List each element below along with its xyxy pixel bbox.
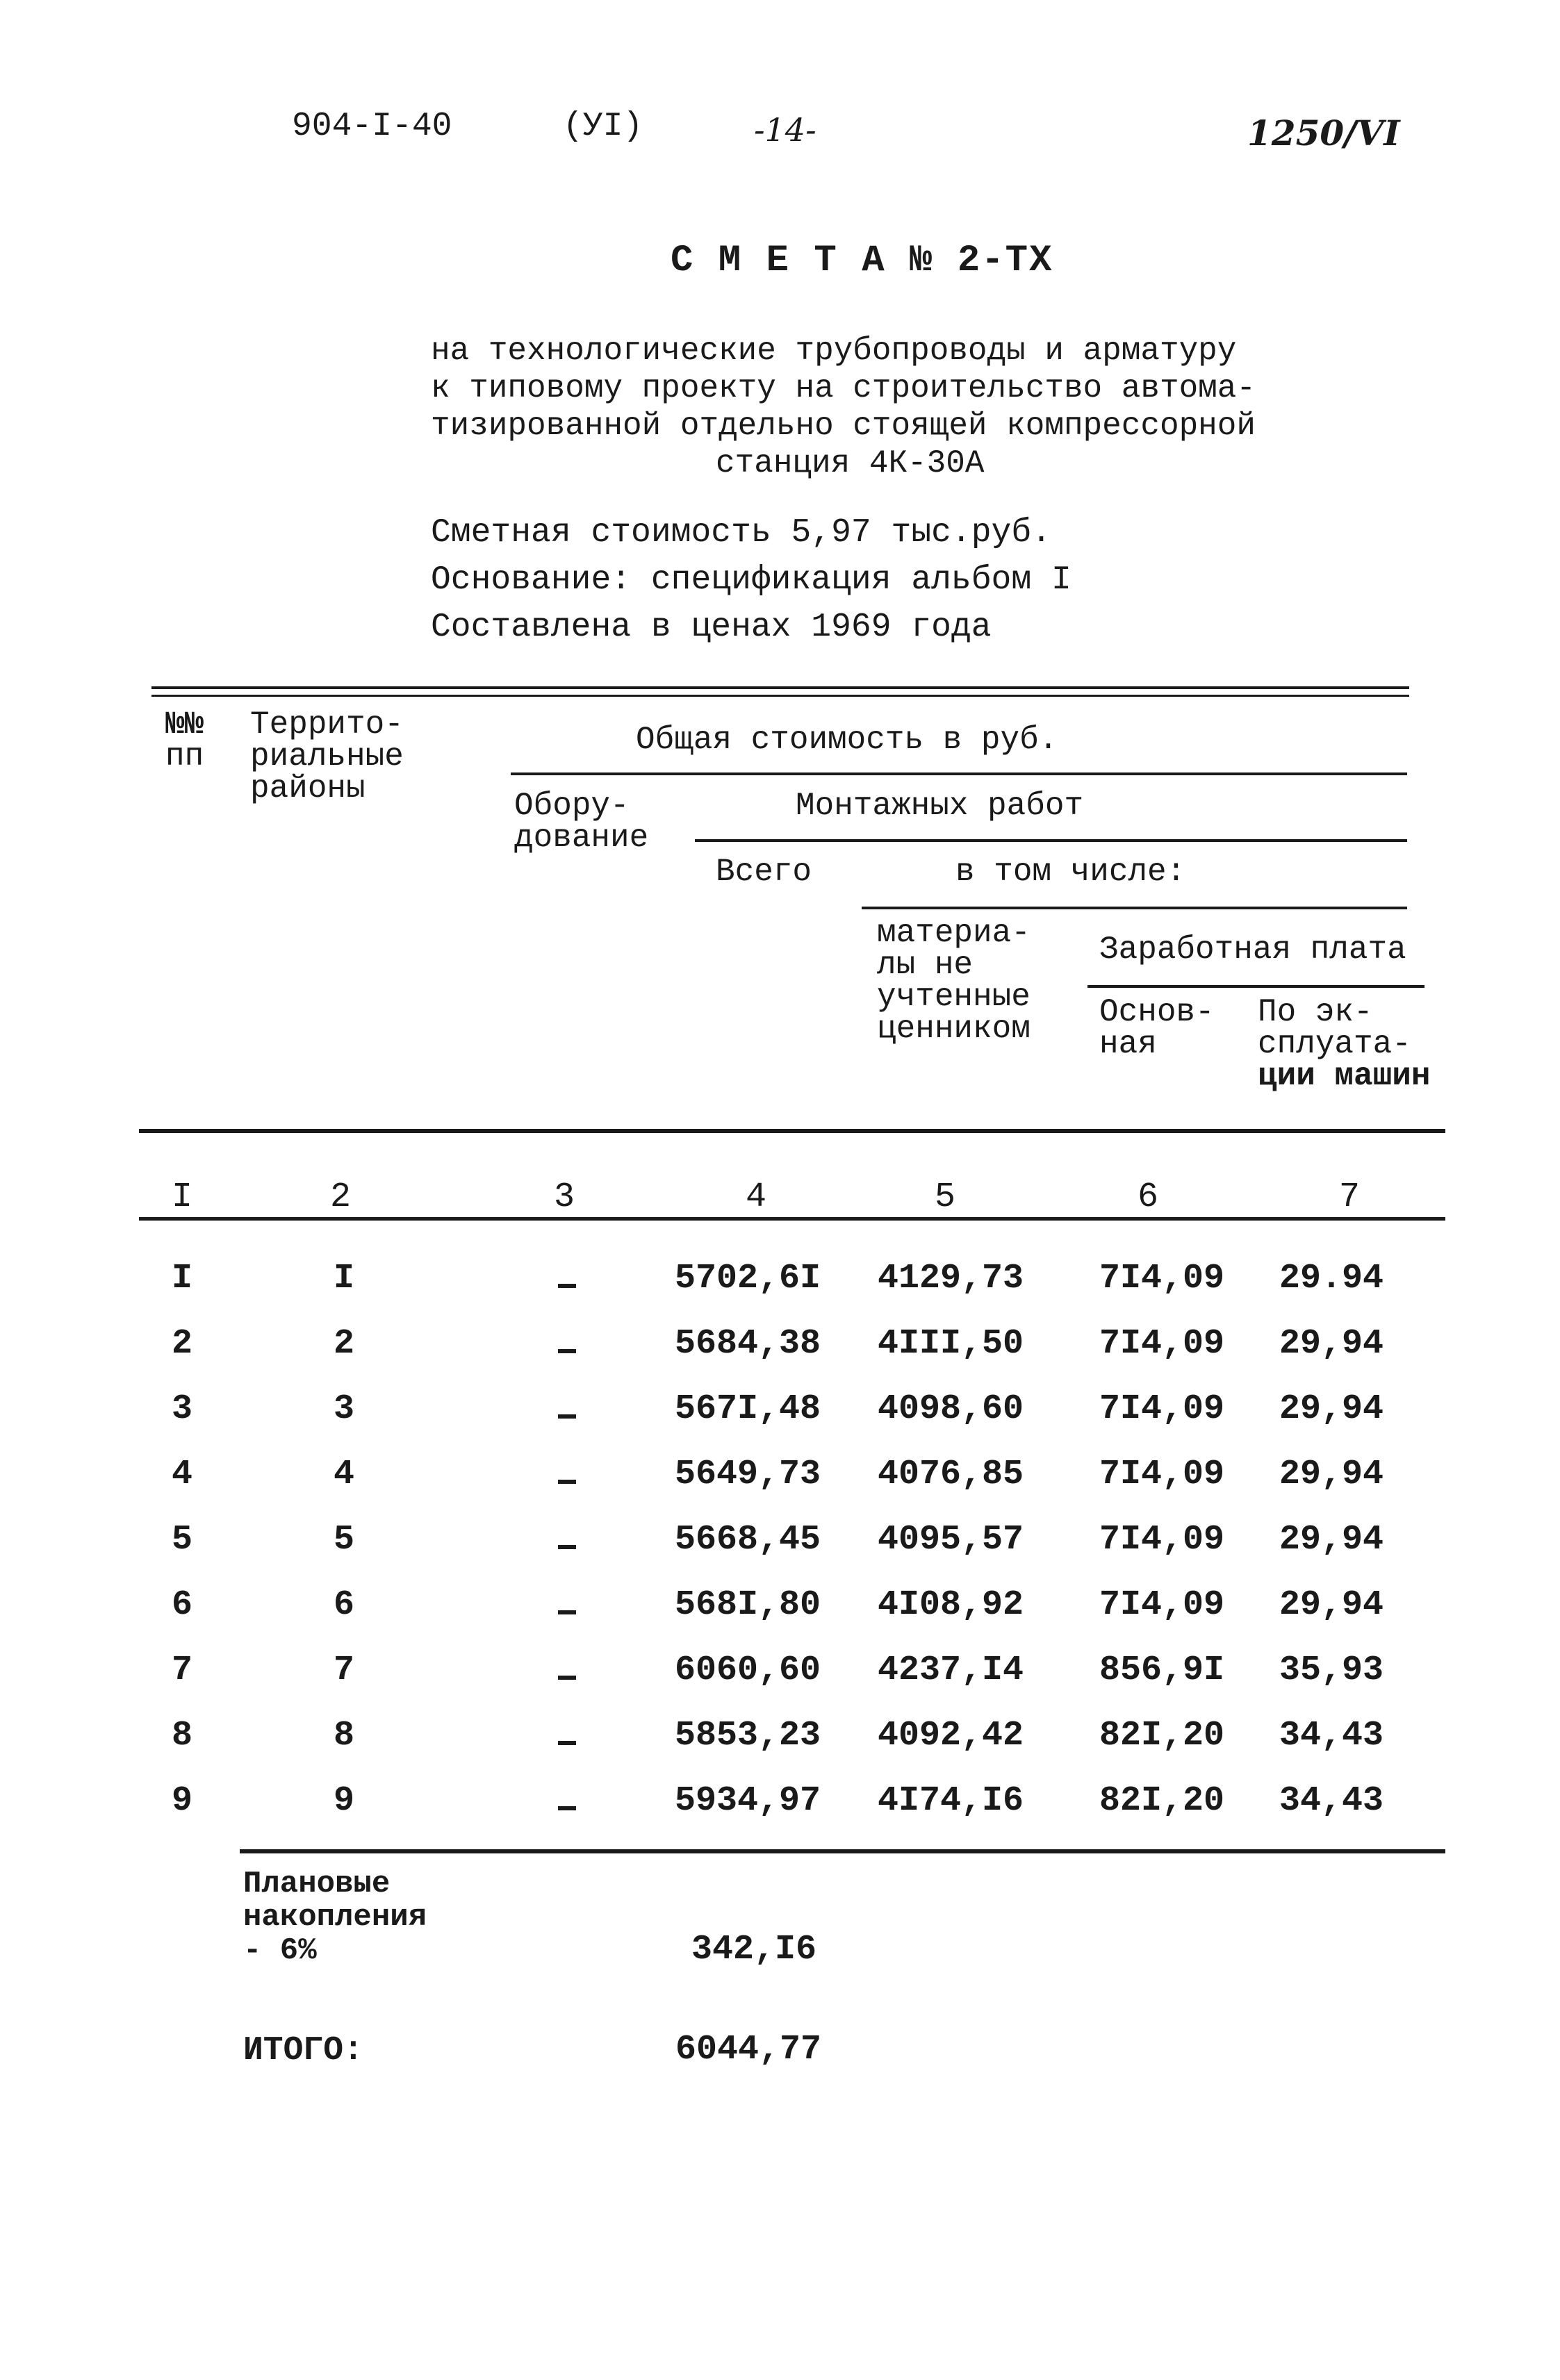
cell-num: 9: [171, 1781, 193, 1821]
cell-machine-wage: 29.94: [1279, 1259, 1384, 1298]
cell-region: 5: [333, 1520, 355, 1560]
cell-basic-wage: 7I4,09: [1099, 1324, 1225, 1364]
hdr-machines-2: сплуата-: [1258, 1026, 1411, 1062]
hdr-materials-3: учтенные: [877, 979, 1031, 1015]
subtitle-line-3: тизированной отдельно стоящей компрессорной: [431, 408, 1256, 444]
cell-equipment-dash: [558, 1806, 576, 1810]
hdr-total-cost: Общая стоимость в руб.: [636, 722, 1058, 758]
cell-total: 6060,60: [674, 1651, 821, 1690]
savings-value: 342,I6: [691, 1930, 817, 1969]
total-value: 6044,77: [675, 2030, 822, 2069]
hdr-rule-total: [511, 772, 1407, 775]
savings-label-2: накопления: [243, 1900, 427, 1935]
colnum-bottom-rule: [139, 1217, 1445, 1221]
total-label: ИТОГО:: [243, 2032, 363, 2069]
cell-equipment-dash: [558, 1284, 576, 1288]
hdr-materials-2: лы не: [877, 947, 974, 983]
subtitle-line-2: к типовому проекту на строительство автома-: [431, 370, 1256, 406]
cell-basic-wage: 82I,20: [1099, 1781, 1225, 1821]
cell-basic-wage: 7I4,09: [1099, 1520, 1225, 1560]
cell-materials: 4095,57: [877, 1520, 1024, 1560]
cell-num: 5: [171, 1520, 193, 1560]
hdr-num-2: пп: [165, 738, 204, 775]
cell-materials: 4237,I4: [877, 1651, 1024, 1690]
table-bottom-rule: [240, 1849, 1445, 1853]
document-title: С М Е Т А № 2-ТХ: [671, 240, 1053, 282]
cell-materials: 4076,85: [877, 1455, 1024, 1494]
colnum-2: 2: [329, 1177, 352, 1217]
basis-line: Основание: спецификация альбом I: [431, 561, 1072, 599]
sheet-reference: 1250/VI: [1247, 113, 1400, 154]
cell-region: 8: [333, 1716, 355, 1755]
album-code: (УI): [563, 108, 643, 145]
cell-materials: 4092,42: [877, 1716, 1024, 1755]
hdr-rule-installation: [695, 839, 1407, 842]
hdr-num-1: №№: [165, 706, 204, 743]
cell-num: I: [171, 1259, 193, 1298]
hdr-all: Всего: [716, 854, 812, 890]
hdr-basic-1: Основ-: [1099, 994, 1215, 1030]
cell-total: 5934,97: [674, 1781, 821, 1821]
cell-num: 7: [171, 1651, 193, 1690]
hdr-equipment-1: Обору-: [514, 788, 630, 824]
doc-code: 904-I-40: [292, 108, 452, 145]
compiled-line: Составлена в ценах 1969 года: [431, 609, 992, 646]
subtitle-line-1: на технологические трубопроводы и арматуру: [431, 333, 1237, 369]
cell-equipment-dash: [558, 1414, 576, 1419]
cell-basic-wage: 7I4,09: [1099, 1389, 1225, 1429]
hdr-basic-2: ная: [1099, 1026, 1157, 1062]
cell-basic-wage: 856,9I: [1099, 1651, 1225, 1690]
estimated-cost: Сметная стоимость 5,97 тыс.руб.: [431, 514, 1051, 552]
cell-materials: 4III,50: [877, 1324, 1024, 1364]
cell-machine-wage: 34,43: [1279, 1716, 1384, 1755]
hdr-materials-1: материа-: [877, 915, 1031, 951]
cell-region: 6: [333, 1585, 355, 1625]
cell-equipment-dash: [558, 1676, 576, 1680]
cell-machine-wage: 34,43: [1279, 1781, 1384, 1821]
cell-materials: 4129,73: [877, 1259, 1024, 1298]
cell-machine-wage: 35,93: [1279, 1651, 1384, 1690]
cell-num: 8: [171, 1716, 193, 1755]
cell-region: 7: [333, 1651, 355, 1690]
cell-machine-wage: 29,94: [1279, 1585, 1384, 1625]
cell-total: 567I,48: [674, 1389, 821, 1429]
table-top-rule-2: [151, 695, 1409, 697]
cell-machine-wage: 29,94: [1279, 1324, 1384, 1364]
hdr-installation: Монтажных работ: [796, 788, 1084, 824]
cell-total: 568I,80: [674, 1585, 821, 1625]
cell-total: 5668,45: [674, 1520, 821, 1560]
page-number: -14-: [754, 111, 816, 149]
cell-region: 9: [333, 1781, 355, 1821]
cell-total: 5702,6I: [674, 1259, 821, 1298]
cell-region: I: [333, 1259, 355, 1298]
cell-equipment-dash: [558, 1610, 576, 1614]
cell-num: 6: [171, 1585, 193, 1625]
colnum-5: 5: [934, 1177, 956, 1217]
cell-total: 5649,73: [674, 1455, 821, 1494]
cell-region: 3: [333, 1389, 355, 1429]
cell-num: 3: [171, 1389, 193, 1429]
cell-region: 2: [333, 1324, 355, 1364]
cell-materials: 4098,60: [877, 1389, 1024, 1429]
hdr-regions-1: Террито-: [250, 706, 404, 743]
cell-equipment-dash: [558, 1480, 576, 1484]
colnum-4: 4: [745, 1177, 767, 1217]
cell-total: 5684,38: [674, 1324, 821, 1364]
header-bottom-rule: [139, 1129, 1445, 1133]
cell-equipment-dash: [558, 1545, 576, 1549]
cell-num: 4: [171, 1455, 193, 1494]
cell-machine-wage: 29,94: [1279, 1520, 1384, 1560]
cell-machine-wage: 29,94: [1279, 1389, 1384, 1429]
cell-num: 2: [171, 1324, 193, 1364]
hdr-machines-3: ции машин: [1258, 1058, 1431, 1094]
colnum-1: I: [171, 1177, 193, 1217]
cell-equipment-dash: [558, 1741, 576, 1745]
savings-label-3: - 6%: [243, 1933, 317, 1968]
cell-materials: 4I74,I6: [877, 1781, 1024, 1821]
hdr-machines-1: По эк-: [1258, 994, 1373, 1030]
hdr-regions-2: риальные: [250, 738, 404, 775]
cell-region: 4: [333, 1455, 355, 1494]
hdr-wages: Заработная плата: [1099, 932, 1406, 968]
cell-machine-wage: 29,94: [1279, 1455, 1384, 1494]
colnum-7: 7: [1338, 1177, 1361, 1217]
cell-basic-wage: 7I4,09: [1099, 1259, 1225, 1298]
hdr-including: в том числе:: [955, 854, 1186, 890]
hdr-rule-including: [862, 907, 1407, 909]
cell-basic-wage: 82I,20: [1099, 1716, 1225, 1755]
cell-equipment-dash: [558, 1349, 576, 1353]
cell-basic-wage: 7I4,09: [1099, 1455, 1225, 1494]
savings-label-1: Плановые: [243, 1867, 391, 1901]
colnum-3: 3: [553, 1177, 575, 1217]
hdr-equipment-2: дование: [514, 820, 649, 856]
hdr-materials-4: ценником: [877, 1011, 1031, 1047]
cell-total: 5853,23: [674, 1716, 821, 1755]
hdr-rule-wages: [1087, 985, 1424, 988]
cell-materials: 4I08,92: [877, 1585, 1024, 1625]
colnum-6: 6: [1137, 1177, 1159, 1217]
table-top-rule: [151, 686, 1409, 689]
subtitle-line-4: станция 4К-30А: [716, 445, 985, 481]
cell-basic-wage: 7I4,09: [1099, 1585, 1225, 1625]
hdr-regions-3: районы: [250, 770, 366, 807]
